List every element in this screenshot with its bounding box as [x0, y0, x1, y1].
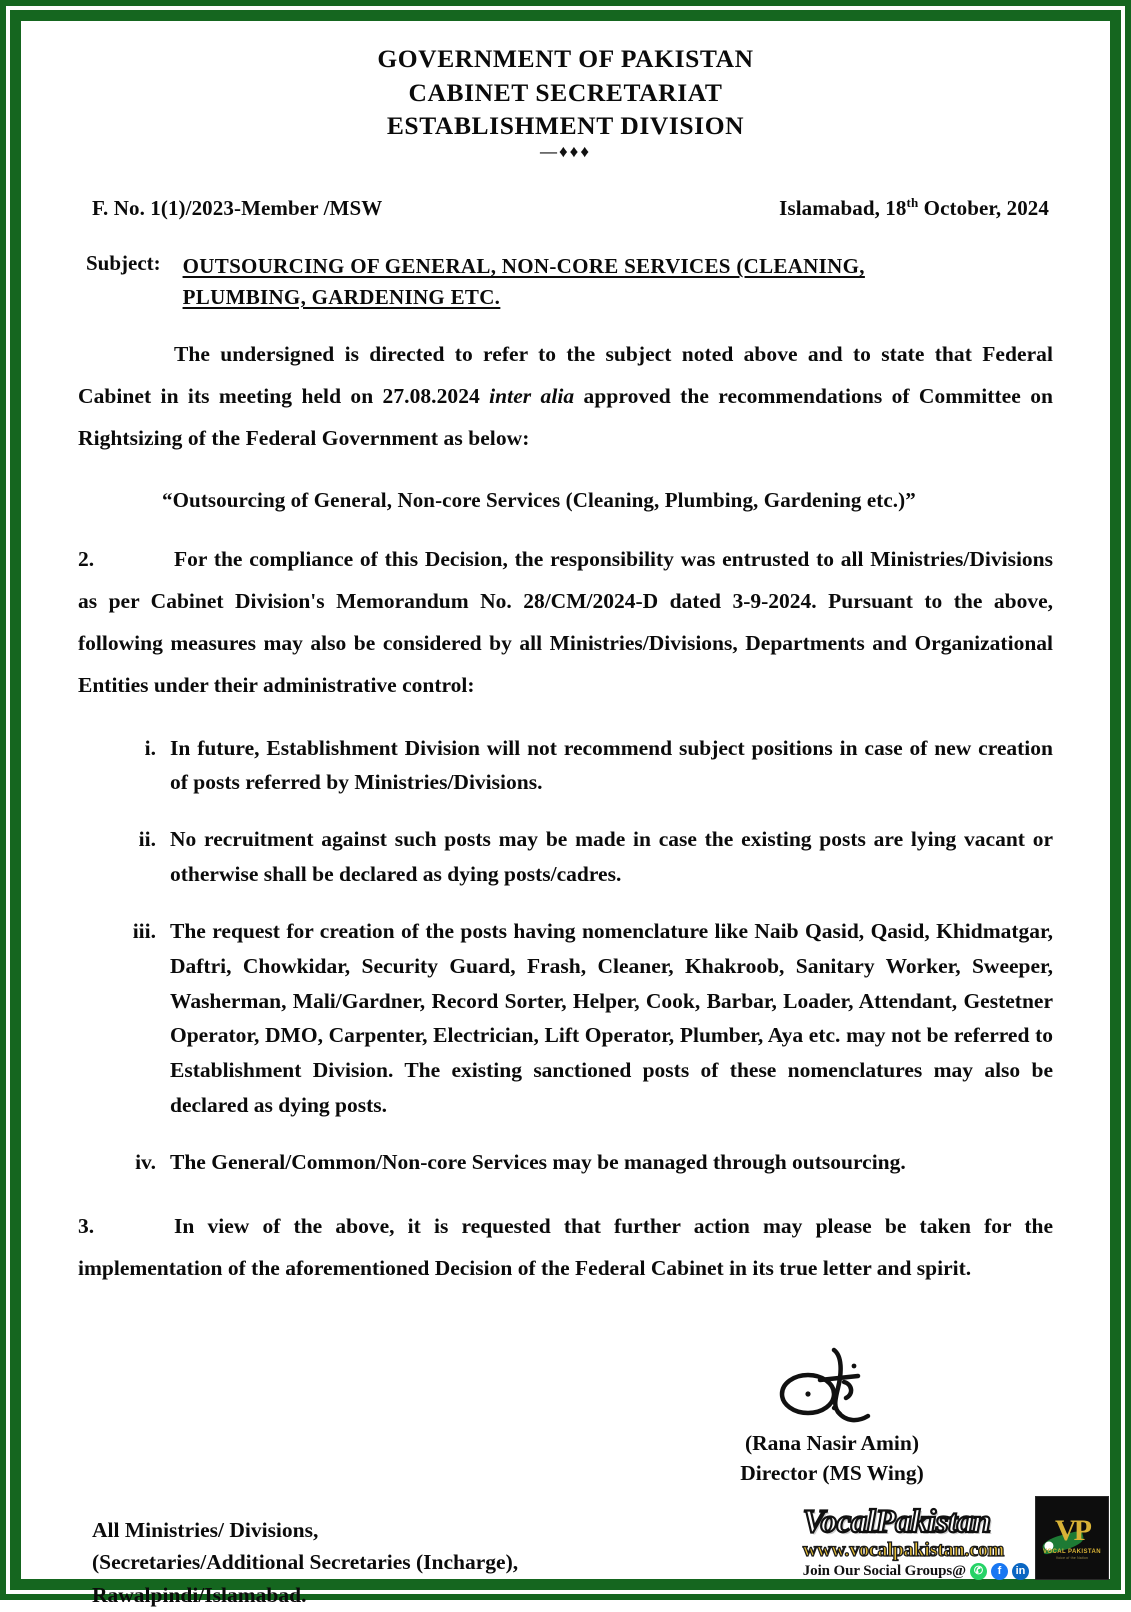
- vocal-pakistan-watermark: [803, 1496, 1109, 1580]
- letterhead-line-secretariat: CABINET SECRETARIAT: [408, 77, 723, 107]
- date-ordinal-suffix: th: [906, 195, 919, 211]
- letterhead: [78, 42, 1053, 159]
- watermark-join-label: Join Our Social Groups@: [802, 1563, 966, 1579]
- date-rest: October, 2024: [918, 196, 1049, 221]
- list-item-text: No recruitment against such posts may be made in case the existing posts are lying vacant or otherwise shall be declared as dying posts/cadres.: [170, 827, 1053, 887]
- paragraph-3-text: In view of the above, it is requested that further action may please be taken for the implementation of the aforementioned Decision of the Federal Cabinet in its true letter and spirit.: [78, 1213, 1053, 1280]
- paragraph-3-number: 3.: [78, 1213, 95, 1238]
- cabinet-decision-quote: “Outsourcing of General, Non-core Services (Cleaning, Plumbing, Gardening etc.)”: [162, 487, 916, 512]
- paragraph-2-number: 2.: [78, 546, 95, 571]
- list-item-text: The General/Common/Non-core Services may be managed through outsourcing.: [170, 1149, 906, 1174]
- list-item: [124, 731, 1053, 801]
- date-place: Islamabad, 18: [779, 196, 907, 221]
- measures-list: [78, 731, 1053, 1180]
- list-item-marker: iv.: [135, 1149, 156, 1174]
- subject-text: [183, 251, 865, 312]
- file-number: F. No. 1(1)/2023-Member /MSW: [92, 196, 383, 221]
- whatsapp-icon[interactable]: ✆: [970, 1563, 987, 1580]
- addressee-line-3: Rawalpindi/Islamabad.: [92, 1583, 307, 1608]
- list-item: [124, 822, 1053, 892]
- reference-row: [78, 195, 1053, 221]
- subject-block: [78, 251, 1053, 312]
- subject-label: Subject:: [86, 251, 161, 276]
- list-item-marker: ii.: [138, 827, 156, 852]
- watermark-brand-name: VocalPakistan: [802, 1504, 991, 1540]
- logo-brand-text: VOCAL PAKISTAN: [1043, 1549, 1101, 1555]
- watermark-text-column: [803, 1506, 1029, 1580]
- linkedin-icon[interactable]: in: [1012, 1563, 1029, 1580]
- logo-tagline: Voice of the Nation: [1055, 1556, 1089, 1560]
- place-and-date: [779, 195, 1053, 221]
- subject-text-line-2: PLUMBING, GARDENING ETC.: [182, 284, 501, 309]
- list-item-text: In future, Establishment Division will not recommend subject positions in case of new creation of posts referred by Ministries/Divisions.: [170, 735, 1053, 795]
- signatory-title: Director (MS Wing): [740, 1460, 924, 1485]
- paragraph-1: [78, 334, 1053, 460]
- paragraph-3: [78, 1206, 1053, 1290]
- facebook-icon[interactable]: f: [991, 1563, 1008, 1580]
- paragraph-1-italic-inter-alia: inter alia: [489, 384, 575, 409]
- signature-block: [667, 1342, 1053, 1488]
- letterhead-ornament: —♦♦♦: [539, 141, 592, 161]
- signatory-name: (Rana Nasir Amin): [744, 1430, 919, 1455]
- letterhead-line-government: GOVERNMENT OF PAKISTAN: [377, 44, 754, 73]
- paragraph-1-part-1: The undersigned is directed to refer to the subject noted above and to state that Federal Cabinet in its meeting held on 27.08.2024: [78, 342, 1053, 409]
- list-item: [124, 914, 1053, 1123]
- addressee-line-2: (Secretaries/Additional Secretaries (Incharge),: [92, 1550, 519, 1575]
- list-item-marker: i.: [144, 735, 156, 760]
- subject-text-line-1: OUTSOURCING OF GENERAL, NON-CORE SERVICES (CLEANING,: [182, 254, 865, 279]
- list-item-text: The request for creation of the posts having nomenclature like Naib Qasid, Qasid, Khidmatgar, Daftri, Chowkidar, Security Guard, Frash, Cleaner, Khakroob, Sanitary Worker, Sweeper, Washerman, Mali/Gardner, Record Sorter, Helper, Cook, Barbar, Loader, Attendant, Gestetner Operator, DMO, Carpenter, Electrician, Lift Operator, Plumber, Aya etc. may not be referred to Establishment Division. The existing sanctioned posts of these nomenclatures may also be declared as dying posts.: [170, 918, 1053, 1118]
- addressee-line-1: All Ministries/ Divisions,: [92, 1517, 319, 1542]
- paragraph-1-part-2: approved the recommendations of Committee on Rightsizing of the Federal Government as below:: [78, 384, 1054, 450]
- watermark-website-url: www.vocalpakistan.com: [802, 1539, 1005, 1561]
- list-item: [124, 1145, 1053, 1180]
- watermark-social-row: [803, 1563, 1029, 1580]
- letterhead-line-division: ESTABLISHMENT DIVISION: [386, 111, 745, 141]
- handwritten-signature-icon: [667, 1342, 997, 1428]
- paragraph-2-text: For the compliance of this Decision, the responsibility was entrusted to all Ministries/Divisions as per Cabinet Division's Memorandum No. 28/CM/2024-D dated 3-9-2024. Pursuant to the above, following measures may also be considered by all Ministries/Divisions, Departments and Organizational Entities under their administrative control:: [78, 546, 1053, 697]
- logo-monogram: VP: [1055, 1514, 1089, 1547]
- list-item-marker: iii.: [132, 918, 156, 943]
- vocal-pakistan-logo-icon: [1035, 1496, 1109, 1580]
- paragraph-2: [78, 539, 1053, 707]
